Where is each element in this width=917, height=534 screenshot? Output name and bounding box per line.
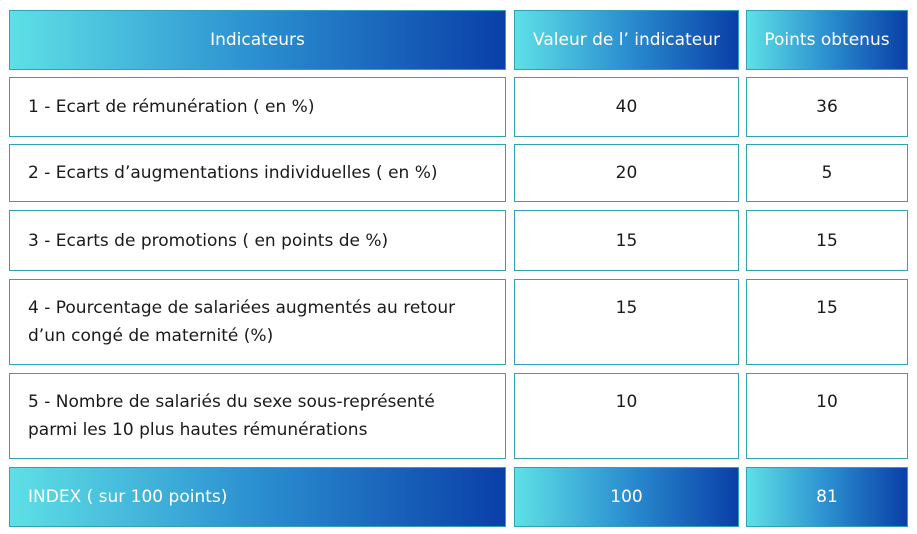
header-points: Points obtenus: [746, 10, 908, 70]
row-points: 10: [746, 373, 908, 459]
row-valeur: 10: [514, 373, 739, 459]
row-valeur: 15: [514, 279, 739, 365]
row-valeur: 15: [514, 210, 739, 271]
row-label: 1 - Ecart de rémunération ( en %): [9, 77, 506, 137]
row-points: 36: [746, 77, 908, 137]
index-valeur: 100: [514, 467, 739, 527]
row-points: 15: [746, 210, 908, 271]
index-label: INDEX ( sur 100 points): [9, 467, 506, 527]
header-indicateurs: Indicateurs: [9, 10, 506, 70]
row-valeur: 40: [514, 77, 739, 137]
row-points: 5: [746, 144, 908, 202]
row-label: 5 - Nombre de salariés du sexe sous-représenté parmi les 10 plus hautes rémunérations: [9, 373, 506, 459]
header-valeur: Valeur de l’ indicateur: [514, 10, 739, 70]
row-points: 15: [746, 279, 908, 365]
row-label: 2 - Ecarts d’augmentations individuelles ( en %): [9, 144, 506, 202]
index-points: 81: [746, 467, 908, 527]
row-label: 4 - Pourcentage de salariées augmentés au retour d’un congé de maternité (%): [9, 279, 506, 365]
row-valeur: 20: [514, 144, 739, 202]
row-label: 3 - Ecarts de promotions ( en points de %): [9, 210, 506, 271]
